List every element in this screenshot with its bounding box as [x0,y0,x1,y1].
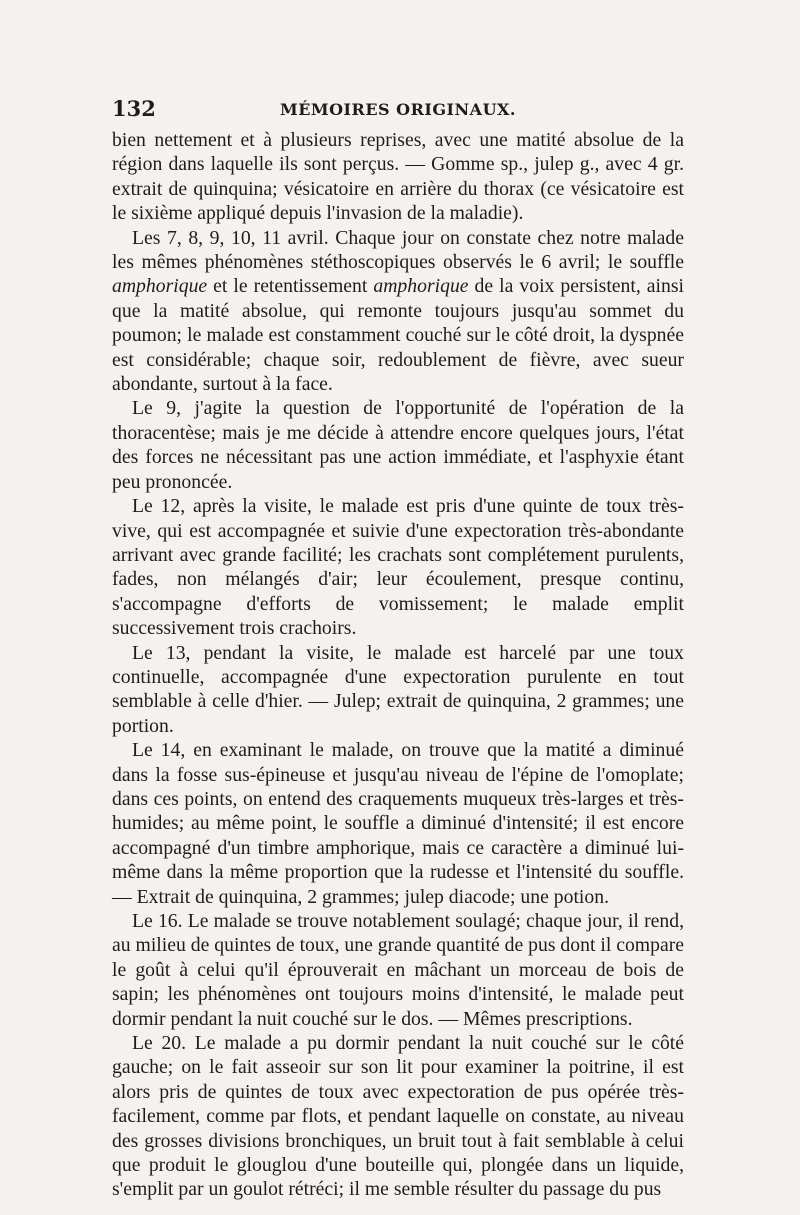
paragraph-6 [112,738,684,909]
paragraph-2-italic-b: amphorique [373,275,469,298]
body-text [112,128,684,1202]
paragraph-1 [112,128,684,226]
running-title: MÉMOIRES ORIGINAUX. [280,100,516,119]
paragraph-8-text: Le 20. Le malade a pu dormir pendant la nuit couché sur le côté gauche; on le fait asseoir sur son lit pour examiner la poitrine, il est alors pris de quintes de toux avec expectoration de pus opérée très-facilement, comme par flots, et pendant laquelle on constate, au niveau des grosses divisions bronchiques, un bruit tout à fait semblable à celui que produit le glouglou d'une bouteille qui, plongée dans un liquide, s'emplit par un goulot rétréci; il me semble résulter du passage du pus [112,1032,684,1201]
paragraph-2-italic-a: amphorique [112,275,208,298]
paragraph-2-text-a: Les 7, 8, 9, 10, 11 avril. Chaque jour on constate chez notre malade les mêmes phénomènes stéthoscopiques observés le 6 avril; le souffle [112,226,684,274]
paragraph-3 [112,396,684,494]
paragraph-8 [112,1031,684,1202]
paragraph-6-text: Le 14, en examinant le malade, on trouve que la matité a diminué dans la fosse sus-épineuse et jusqu'au niveau de l'épine de l'omoplate; dans ces points, on entend des craquements muqueux très-larges et très-humides; au même point, le souffle a diminué d'intensité; il est encore accompagné d'un timbre amphorique, mais ce caractère a diminué lui-même dans la même proportion que la rudesse et l'intensité du souffle. — Extrait de quinquina, 2 grammes; julep diacode; une potion. [112,739,684,908]
paragraph-5 [112,641,684,739]
paragraph-4 [112,494,684,640]
paragraph-7-text: Le 16. Le malade se trouve notablement soulagé; chaque jour, il rend, au milieu de quintes de toux, une grande quantité de pus dont il compare le goût à celui qu'il éprouverait en mâchant un morceau de bois de sapin; les phénomènes ont toujours moins d'intensité, le malade peut dormir pendant la nuit couché sur le dos. — Mêmes prescriptions. [112,910,684,1030]
paragraph-5-text: Le 13, pendant la visite, le malade est harcelé par une toux continuelle, accompagnée d'une expectoration purulente en tout semblable à celle d'hier. — Julep; extrait de quinquina, 2 grammes; une portion. [112,641,684,737]
paragraph-7 [112,909,684,1031]
paragraph-4-text: Le 12, après la visite, le malade est pris d'une quinte de toux très-vive, qui est accompagnée et suivie d'une expectoration très-abondante arrivant avec grande facilité; les crachats sont complétement purulents, fades, non mélangés d'air; leur écoulement, presque continu, s'accompagne d'efforts de vomissement; le malade emplit successivement trois crachoirs. [112,495,684,640]
paragraph-3-text: Le 9, j'agite la question de l'opportunité de l'opération de la thoracentèse; mais je me décide à attendre encore quelques jours, l'état des forces ne nécessitant pas une action immédiate, et l'asphyxie étant peu prononcée. [112,397,684,493]
paragraph-2-text-c: de la voix persistent, ainsi que la matité absolue, qui remonte toujours jusqu'au sommet du poumon; le malade est constamment couché sur le côté droit, la dyspnée est considérable; chaque soir, redoublement de fièvre, avec sueur abondante, surtout à la face. [112,275,684,396]
paragraph-2-text-b: et le retentissement [207,275,374,298]
page-header [112,96,684,126]
paragraph-1-text: bien nettement et à plusieurs reprises, avec une matité absolue de la région dans laquelle ils sont perçus. — Gomme sp., julep g., avec 4 gr. extrait de quinquina; vésicatoire en arrière du thorax (ce vésicatoire est le sixième appliqué depuis l'invasion de la maladie). [112,129,684,225]
paragraph-2 [112,226,684,397]
page-number: 132 [112,96,156,121]
